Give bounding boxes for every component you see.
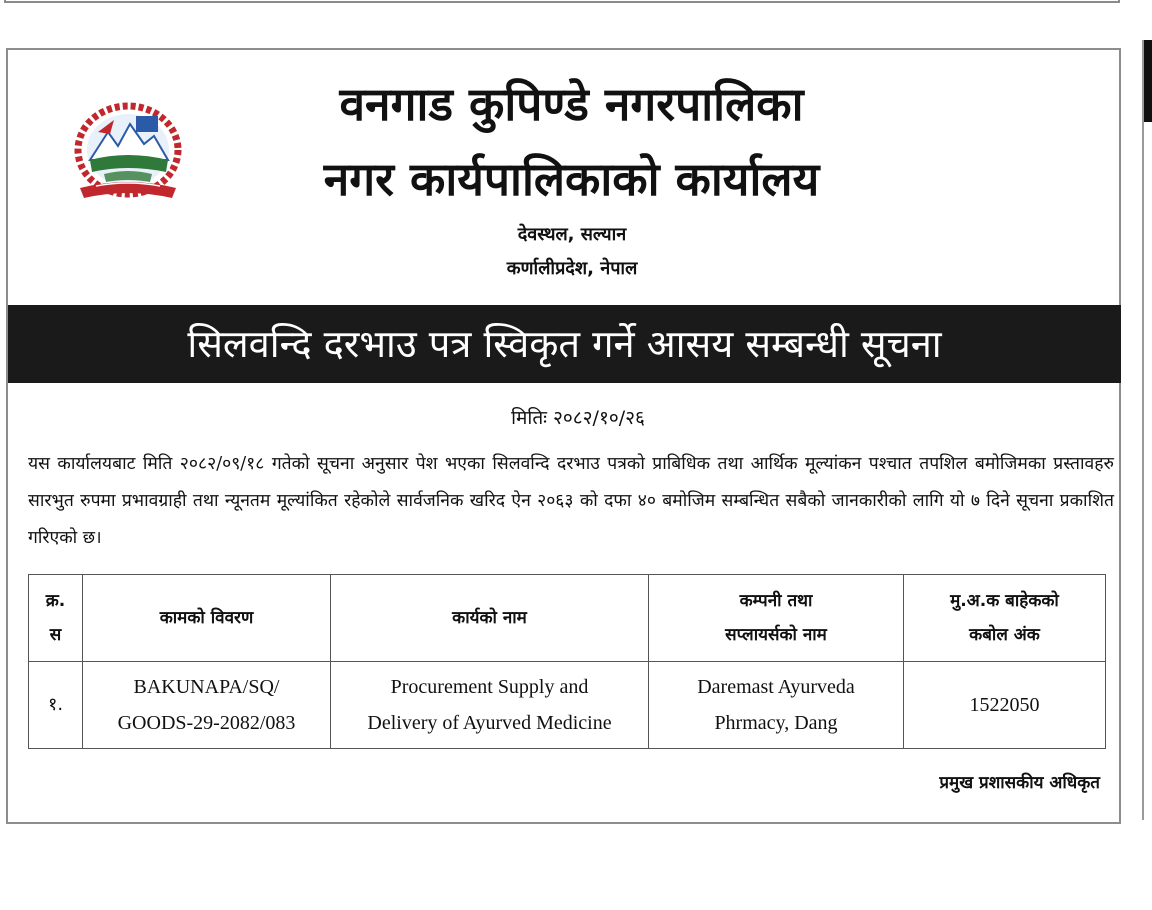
office-name: नगर कार्यपालिकाको कार्यालय [323, 152, 820, 206]
cell-work-code-line1: BAKUNAPA/SQ/ [133, 676, 280, 698]
header-bid-line2: कबोल अंक [969, 625, 1040, 645]
header-bid-line1: मु.अ.क बाहेकको [950, 591, 1059, 611]
municipality-name: वनगाड कुपिण्डे नगरपालिका [339, 77, 804, 131]
header-serial [29, 575, 83, 662]
notice-heading-band [8, 305, 1121, 383]
adjacent-column-bar [1144, 40, 1152, 122]
notice-body: यस कार्यालयबाट मिति २०८२/०९/१८ गतेको सूचना अनुसार पेश भएका सिलवन्दि दरभाउ पत्रको प्राबिधिक तथा आर्थिक मूल्यांकन पश्चात तपशिल बमोजिमका प्रस्तावहरु सारभुत रुपमा प्रभावग्राही तथा न्यूनतम मूल्यांकित रहेकोले सार्वजनिक खरिद ऐन २०६३ को दफा ४० बमोजिम सम्बन्धित सबैको जानकारीको लागि यो ७ दिने सूचना प्रकाशित गरिएको छ। [28, 454, 1114, 548]
cell-company-line2: Phrmacy, Dang [714, 712, 838, 734]
address-line-1: देवस्थल, सल्यान [517, 224, 627, 245]
header-company-line2: सप्लायर्सको नाम [725, 625, 827, 645]
public-notice [6, 48, 1121, 824]
address-line-2: कर्णालीप्रदेश, नेपाल [506, 258, 638, 279]
cell-company [649, 662, 904, 749]
cell-work-code [83, 662, 331, 749]
header-serial-line2: स [49, 625, 62, 645]
header-company-line1: कम्पनी तथा [739, 591, 813, 611]
signatory-title: प्रमुख प्रशासकीय अधिकृत [939, 773, 1100, 793]
header-bid-amount [904, 575, 1106, 662]
cell-work-name [331, 662, 649, 749]
header-work-name: कार्यको नाम [331, 575, 649, 662]
header-company [649, 575, 904, 662]
cell-work-code-line2: GOODS-29-2082/083 [117, 712, 296, 734]
table-row [29, 662, 1106, 749]
awarded-bids-table [28, 574, 1106, 749]
cell-bid-amount: 1522050 [904, 662, 1106, 749]
previous-notice-edge [4, 0, 1120, 3]
table-header-row [29, 575, 1106, 662]
cell-work-name-line1: Procurement Supply and [390, 676, 589, 698]
header-work-description: कामको विवरण [83, 575, 331, 662]
cell-serial: १. [29, 662, 83, 749]
adjacent-column-border [1142, 40, 1144, 820]
cell-work-name-line2: Delivery of Ayurved Medicine [367, 712, 612, 734]
notice-date: मितिः २०८२/१०/२६ [511, 407, 645, 429]
cell-company-line1: Daremast Ayurveda [697, 676, 855, 698]
header-serial-line1: क्र. [45, 591, 66, 611]
notice-heading: सिलवन्दि दरभाउ पत्र स्विकृत गर्ने आसय सम्बन्धी सूचना [187, 322, 942, 366]
